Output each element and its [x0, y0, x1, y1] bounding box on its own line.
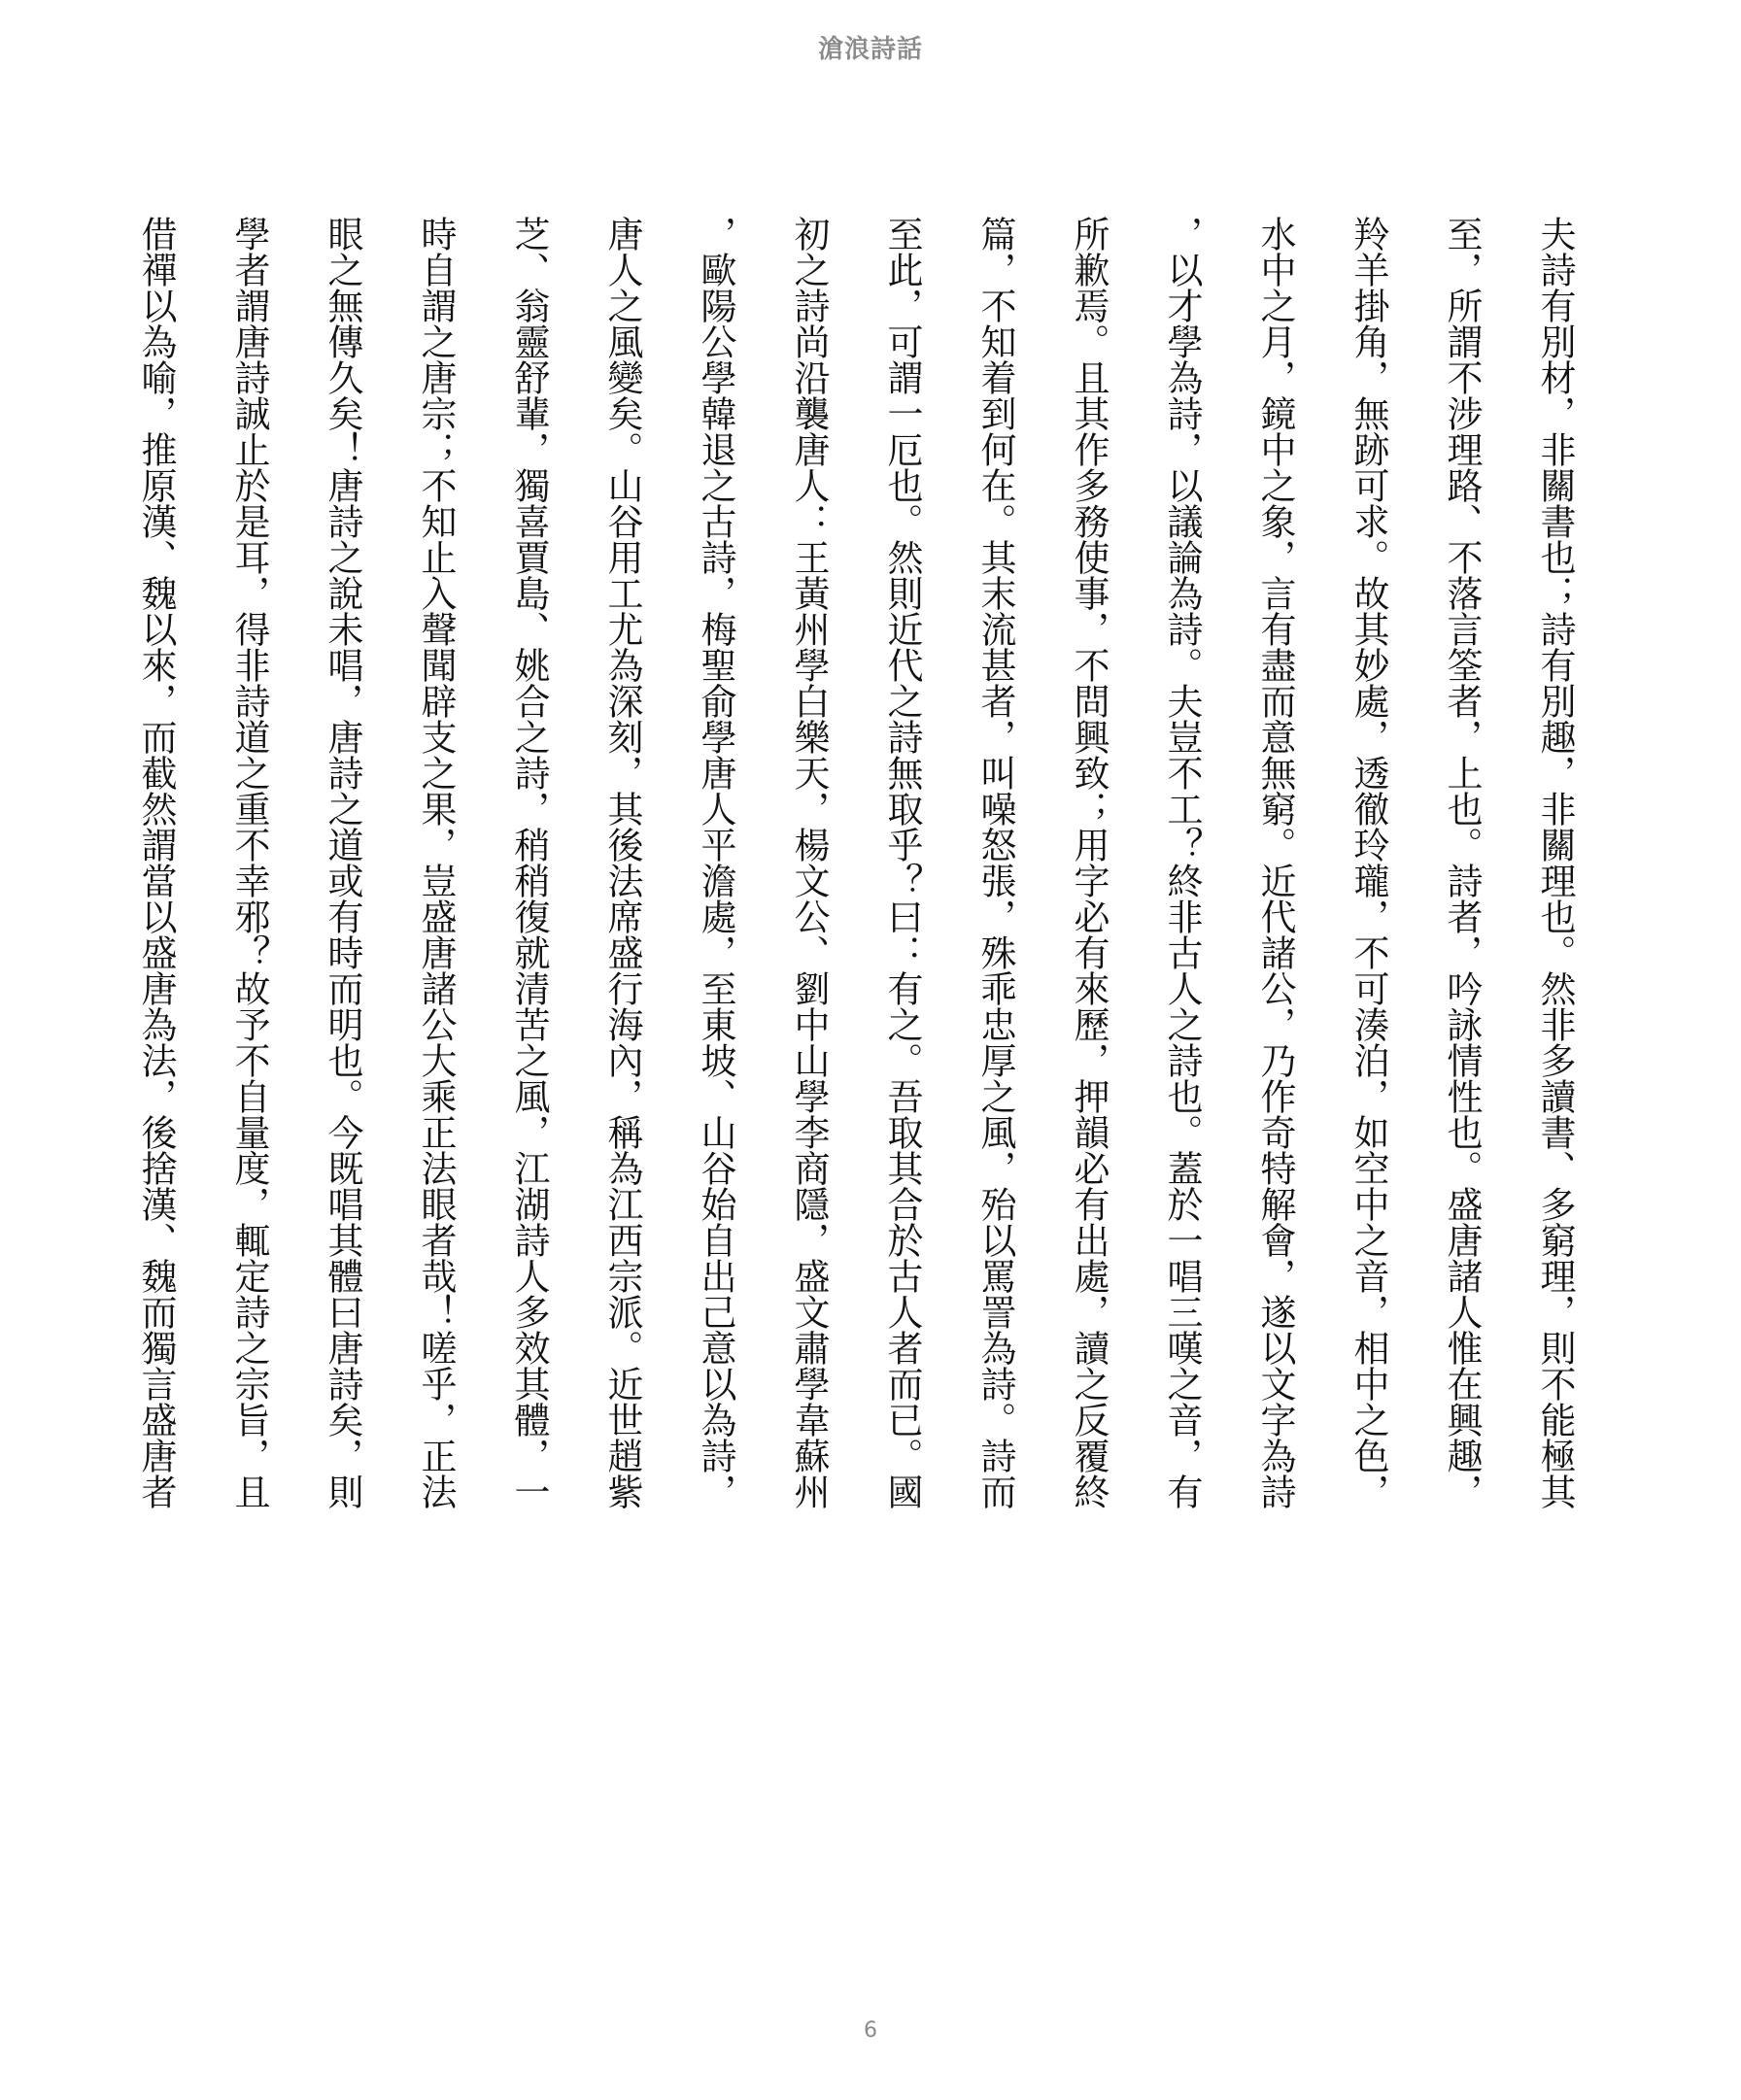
text-column: 羚羊掛角，無跡可求。故其妙處，透徹玲瓏，不可湊泊，如空中之音，相中之色，	[1348, 216, 1389, 1509]
text-column: 至，所謂不涉理路、不落言筌者，上也。詩者，吟詠情性也。盛唐諸人惟在興趣，	[1441, 216, 1483, 1509]
text-column: 夫詩有別材，非關書也；詩有別趣，非關理也。然非多讀書、多窮理，則不能極其	[1534, 216, 1576, 1509]
text-column: 水中之月，鏡中之象，言有盡而意無窮。近代諸公，乃作奇特解會，遂以文字為詩	[1254, 216, 1296, 1509]
text-column: 眼之無傳久矣！唐詩之說未唱，唐詩之道或有時而明也。今既唱其體曰唐詩矣，則	[322, 216, 363, 1509]
text-column: 篇，不知着到何在。其末流甚者，叫噪怒張，殊乖忠厚之風，殆以罵詈為詩。詩而	[974, 216, 1016, 1509]
text-column: 時自謂之唐宗；不知止入聲聞辟支之果，豈盛唐諸公大乘正法眼者哉！嗟乎，正法	[415, 216, 457, 1509]
page-header-title: 滄浪詩話	[817, 35, 923, 64]
vertical-text-body	[135, 216, 1601, 1517]
text-column: 所歉焉。且其作多務使事，不問興致；用字必有來歷，押韻必有出處，讀之反覆終	[1068, 216, 1109, 1509]
text-column: 初之詩尚沿襲唐人：王黃州學白樂天，楊文公、劉中山學李商隱，盛文肅學韋蘇州	[788, 216, 830, 1509]
page-number: 6	[864, 2018, 877, 2043]
text-column: 借禪以為喻，推原漢、魏以來，而截然謂當以盛唐為法，後捨漢、魏而獨言盛唐者	[135, 216, 177, 1509]
text-column: 芝、翁靈舒輩，獨喜賈島、姚合之詩，稍稍復就清苦之風，江湖詩人多效其體，一	[508, 216, 550, 1509]
text-column: 學者謂唐詩誠止於是耳，得非詩道之重不幸邪？故予不自量度，輒定詩之宗旨，且	[228, 216, 270, 1509]
text-column: 唐人之風變矣。山谷用工尤為深刻，其後法席盛行海內，稱為江西宗派。近世趙紫	[601, 216, 643, 1509]
text-column: ，以才學為詩，以議論為詩。夫豈不工？終非古人之詩也。蓋於一唱三嘆之音，有	[1161, 216, 1203, 1509]
text-column: ，歐陽公學韓退之古詩，梅聖俞學唐人平澹處，至東坡、山谷始自出己意以為詩，	[695, 216, 736, 1509]
text-column: 至此，可謂一厄也。然則近代之詩無取乎？曰：有之。吾取其合於古人者而已。國	[881, 216, 923, 1509]
